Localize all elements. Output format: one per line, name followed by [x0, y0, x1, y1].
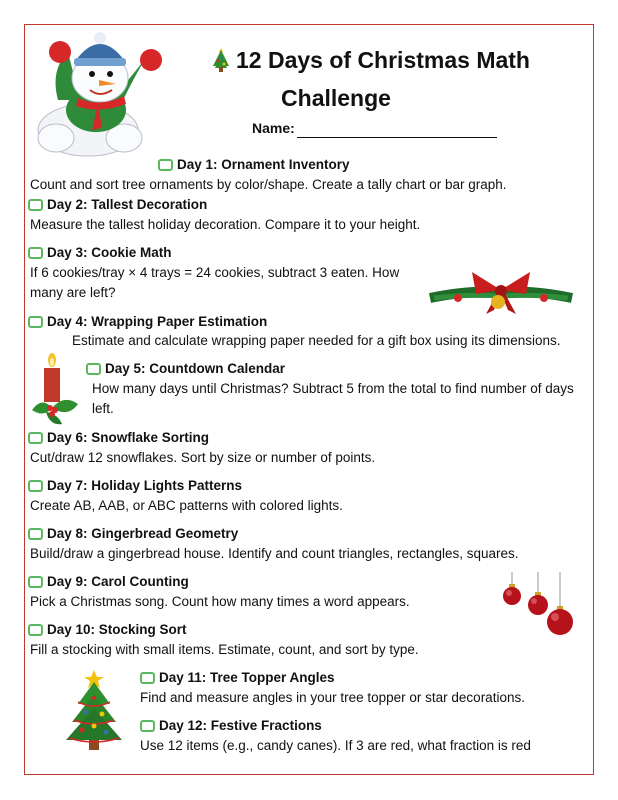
checkbox[interactable] [28, 528, 43, 540]
day-heading-text: Day 5: Countdown Calendar [105, 361, 286, 376]
day-heading-text: Day 4: Wrapping Paper Estimation [47, 314, 268, 329]
day-1-text: Count and sort tree ornaments by color/shape. Create a tally chart or bar graph. [30, 177, 507, 192]
day-8-heading [28, 526, 238, 541]
day-heading-text: Day 10: Stocking Sort [47, 622, 187, 637]
day-heading-text: Day 9: Carol Counting [47, 574, 189, 589]
day-heading-text: Day 2: Tallest Decoration [47, 197, 208, 212]
name-label: Name: [252, 120, 295, 136]
name-blank-line [297, 123, 497, 138]
checkbox[interactable] [28, 247, 43, 259]
day-7-heading [28, 478, 242, 493]
day-12-text: Use 12 items (e.g., candy canes). If 3 are red, what fraction is red [140, 738, 531, 753]
day-heading-text: Day 1: Ornament Inventory [177, 157, 350, 172]
day-11-text: Find and measure angles in your tree topper or star decorations. [140, 690, 525, 705]
day-11-heading [140, 670, 335, 685]
day-heading-text: Day 3: Cookie Math [47, 245, 172, 260]
day-12-heading [140, 718, 322, 733]
checkbox[interactable] [140, 672, 155, 684]
day-6-text: Cut/draw 12 snowflakes. Sort by size or number of points. [30, 450, 376, 465]
checkbox[interactable] [28, 480, 43, 492]
day-9-text: Pick a Christmas song. Count how many times a word appears. [30, 594, 410, 609]
checkbox[interactable] [86, 363, 101, 375]
day-7-text: Create AB, AAB, or ABC patterns with colored lights. [30, 498, 343, 513]
day-1-heading [158, 157, 350, 172]
candle-holly-illustration [28, 352, 84, 428]
day-5-heading [86, 361, 285, 376]
checkbox[interactable] [158, 159, 173, 171]
checkbox[interactable] [28, 316, 43, 328]
snowman-illustration [28, 30, 170, 158]
christmas-tree-icon [211, 46, 231, 74]
day-4-text: Estimate and calculate wrapping paper needed for a gift box using its dimensions. [72, 333, 561, 348]
day-3-text-line2: many are left? [30, 285, 116, 300]
checkbox[interactable] [28, 624, 43, 636]
day-5-text-line2: left. [92, 401, 114, 416]
day-3-text-line1: If 6 cookies/tray × 4 trays = 24 cookies, subtract 3 eaten. How [30, 265, 400, 280]
checkbox[interactable] [28, 432, 43, 444]
checkbox[interactable] [28, 576, 43, 588]
christmas-tree-illustration [64, 668, 124, 754]
page-title-line2: Challenge [281, 85, 391, 111]
day-8-text: Build/draw a gingerbread house. Identify and count triangles, rectangles, squares. [30, 546, 519, 561]
day-10-heading [28, 622, 187, 637]
day-10-text: Fill a stocking with small items. Estimate, count, and sort by type. [30, 642, 419, 657]
day-2-heading [28, 197, 207, 212]
day-heading-text: Day 6: Snowflake Sorting [47, 430, 210, 445]
name-field [252, 120, 497, 138]
garland-bow-illustration [428, 262, 574, 316]
day-heading-text: Day 11: Tree Topper Angles [159, 670, 335, 685]
day-2-text: Measure the tallest holiday decoration. Compare it to your height. [30, 217, 421, 232]
day-5-text-line1: How many days until Christmas? Subtract 5 from the total to find number of days [92, 381, 574, 396]
day-9-heading [28, 574, 189, 589]
day-6-heading [28, 430, 209, 445]
page-title-line1: 12 Days of Christmas Math [236, 47, 530, 73]
day-heading-text: Day 12: Festive Fractions [159, 718, 322, 733]
day-heading-text: Day 7: Holiday Lights Patterns [47, 478, 243, 493]
hanging-ornaments-illustration [498, 572, 580, 642]
checkbox[interactable] [28, 199, 43, 211]
day-3-heading [28, 245, 172, 260]
day-4-heading [28, 314, 267, 329]
checkbox[interactable] [140, 720, 155, 732]
day-heading-text: Day 8: Gingerbread Geometry [47, 526, 239, 541]
